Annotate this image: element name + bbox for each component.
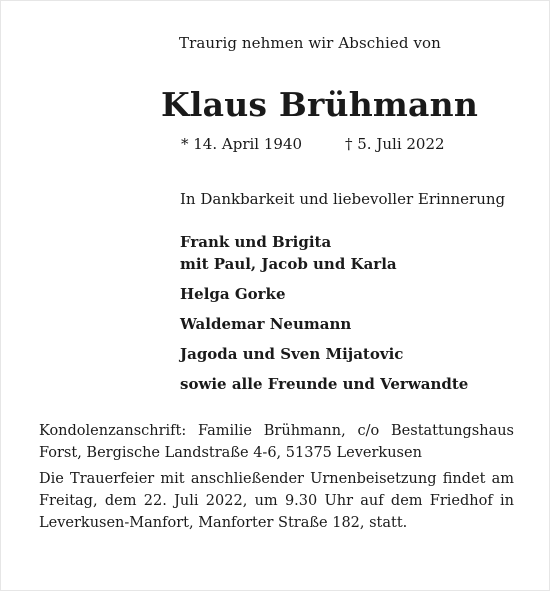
footer-info	[39, 420, 514, 534]
condolence-address: Kondolenzanschrift: Familie Brühmann, c/o Bestattungshaus Forst, Bergische Landstraße 4-6, 51375 Leverkusen	[39, 423, 514, 461]
service-info: Die Trauerfeier mit anschließender Urnenbeisetzung findet am Freitag, dem 22. Juli 2022, um 9.30 Uhr auf dem Friedhof in Leverkusen-Manfort, Manforter Straße 182, statt.	[39, 471, 514, 531]
mourner-line: Waldemar Neumann	[180, 315, 352, 333]
mourner-group	[180, 373, 468, 395]
mourner-line: Helga Gorke	[180, 285, 286, 303]
mourner-group	[180, 313, 468, 335]
mourner-line: mit Paul, Jacob und Karla	[180, 255, 397, 273]
death-date: † 5. Juli 2022	[345, 135, 445, 153]
deceased-name: Klaus Brühmann	[161, 85, 479, 124]
mourner-line: sowie alle Freunde und Verwandte	[180, 375, 469, 393]
mourner-group	[180, 283, 468, 305]
mourners-list	[180, 231, 468, 403]
mourner-line: Frank und Brigita	[180, 233, 332, 251]
gratitude-line: In Dankbarkeit und liebevoller Erinnerung	[180, 190, 506, 208]
mourner-line: Jagoda und Sven Mijatovic	[180, 345, 404, 363]
headline: Traurig nehmen wir Abschied von	[179, 34, 441, 52]
birth-date: * 14. April 1940	[181, 135, 303, 153]
mourner-group	[180, 231, 468, 275]
mourner-group	[180, 343, 468, 365]
